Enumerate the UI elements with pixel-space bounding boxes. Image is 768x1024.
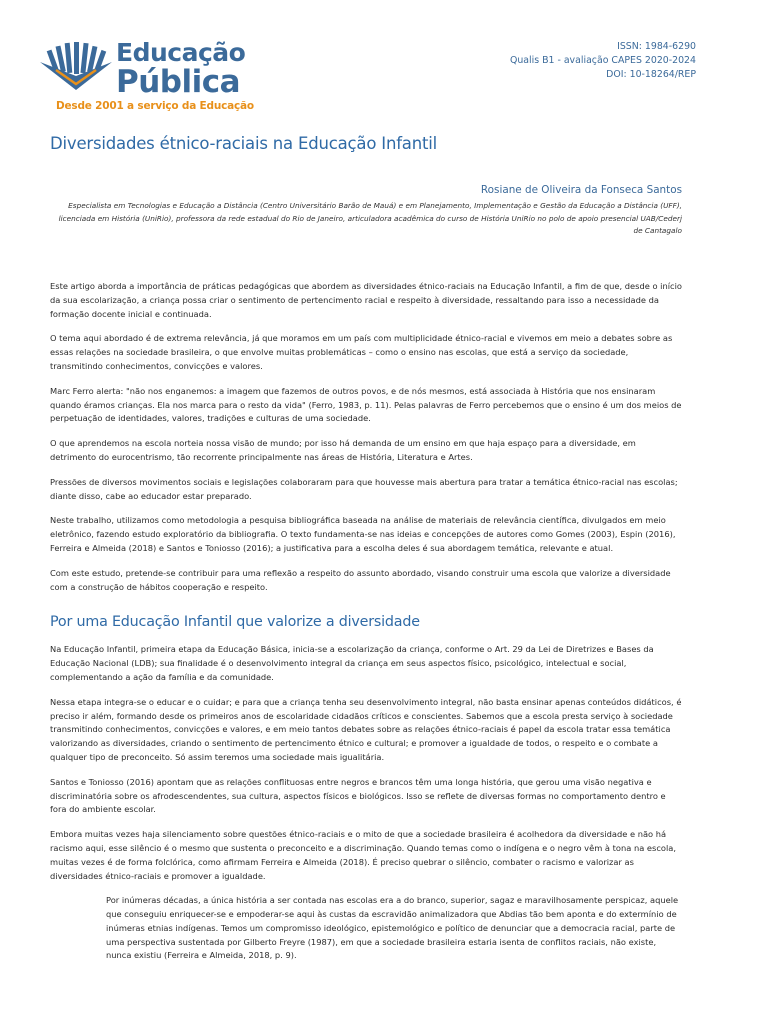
issn-text: ISSN: 1984-6290 xyxy=(617,41,696,52)
paragraph: Nessa etapa integra-se o educar e o cuidar; e para que a criança tenha seu desenvolvimento integral, não basta ensinar apenas conteúdos didáticos, é preciso ir além, formando desde os primeiros anos de escolaridade cidadãos críticos e conscientes. Sabemos que a escola presta serviço à sociedade transmitindo conhecimentos, convicções e valores, e em meio tantos debates sobre as relações étnico-raciais é papel da escola tratar essa temática valorizando as diversidades, criando o sentimento de pertencimento étnico e cultural; e promover a igualdade de todos, o respeito e o combate a qualquer tipo de preconceito. Só assim teremos uma sociedade mais igualitária. xyxy=(50,696,682,762)
paragraph: Na Educação Infantil, primeira etapa da Educação Básica, inicia-se a escolarização da criança, conforme o Art. 29 da Lei de Diretrizes e Bases da Educação Nacional (LDB); sua finalidade é o desenvolvimento integral da criança em seus aspectos físico, psicológico, intelectual e social, complementando a ação da família e da comunidade. xyxy=(50,644,654,682)
paragraph: Este artigo aborda a importância de práticas pedagógicas que abordem as diversidades étnico-raciais na Educação Infantil, a fim de que, desde o início da sua escolarização, a criança possa criar o sentimento de pertencimento racial e respeito à diversidade, ressaltando para isso a necessidade da formação docente inicial e continuada. xyxy=(50,281,682,319)
author-bio: Especialista em Tecnologias e Educação a Distância (Centro Universitário Barão de Mauá) e em Planejamento, Implementação e Gestão da Educação a Distância (UFF), licenciada em História (UniRio), professora da rede estadual do Rio de Janeiro, articuladora acadêmica do curso de História UniRio no polo de apoio presencial UAB/Cederj de Cantagalo xyxy=(58,201,682,236)
section-heading: Por uma Educação Infantil que valorize a diversidade xyxy=(50,614,420,631)
doi-text: DOI: 10-18264/REP xyxy=(606,69,696,80)
logo-tagline: Desde 2001 a serviço da Educação xyxy=(56,100,254,112)
paragraph: Pressões de diversos movimentos sociais e legislações colaboraram para que houvesse mais abertura para tratar a temática étnico-racial nas escolas; diante disso, cabe ao educador estar preparado. xyxy=(50,476,678,501)
paragraph: Neste trabalho, utilizamos como metodologia a pesquisa bibliográfica baseada na análise de materiais de relevância científica, divulgados em meio eletrônico, fazendo estudo exploratório da bibliografia. O texto fundamenta-se nas ideias e concepções de autores como Gomes (2003), Espin (2016), Ferreira e Almeida (2018) e Santos e Toniosso (2016); a justificativa para a escolha deles é sua abordagem temática, relevante e atual. xyxy=(50,515,676,553)
author-name: Rosiane de Oliveira da Fonseca Santos xyxy=(480,184,682,196)
paragraph: Embora muitas vezes haja silenciamento sobre questões étnico-raciais e o mito de que a sociedade brasileira é acolhedora da diversidade e não há racismo aqui, esse silêncio é o mesmo que sustenta o preconceito e a discriminação. Quando temas como o indígena e o negro vêm à tona na escola, muitas vezes é de forma folclórica, como afirmam Ferreira e Almeida (2018). É preciso quebrar o silêncio, combater o racismo e valorizar as diversidades étnico-raciais e promover a igualdade. xyxy=(50,829,677,881)
article-body xyxy=(50,280,682,963)
block-quote: Por inúmeras décadas, a única história a ser contada nas escolas era a do branco, superior, sagaz e maravilhosamente perspicaz, aquele que conseguiu enriquecer-se e empoderar-se aqui às custas da escravidão animalizadora que Abdias tão bem aponta e do extermínio de inúmeras etnias indígenas. Temos um compromisso ideológico, epistemológico e político de denunciar que a democracia racial, parte de uma perspectiva sustentada por Gilberto Freyre (1987), em que a sociedade brasileira estaria isenta de conflitos raciais, não existe, nunca existiu (Ferreira e Almeida, 2018, p. 9). xyxy=(106,895,679,961)
qualis-text: Qualis B1 - avaliação CAPES 2020-2024 xyxy=(509,55,696,66)
book-logo-icon xyxy=(36,40,116,96)
paragraph: Marc Ferro alerta: "não nos enganemos: a imagem que fazemos de outros povos, e de nós mesmos, está associada à História que nos ensinaram quando éramos crianças. Ela nos marca para o resto da vida" (Ferro, 1983, p. 11). Pelas palavras de Ferro percebemos que o ensino é um dos meios de perpetuação de identidades, valores, tradições e culturas de uma sociedade. xyxy=(50,385,682,424)
paragraph: O que aprendemos na escola norteia nossa visão de mundo; por isso há demanda de um ensino em que haja espaço para a diversidade, em detrimento do eurocentrismo, tão recorrente principalmente nas áreas de História, Literatura e Artes. xyxy=(50,438,636,462)
journal-info xyxy=(510,40,696,82)
site-logo[interactable] xyxy=(36,36,266,118)
logo-line-1: Educação xyxy=(116,38,246,67)
logo-line-2: Pública xyxy=(116,64,241,100)
paragraph: Com este estudo, pretende-se contribuir para uma reflexão a respeito do assunto abordado, visando construir uma escola que valorize a diversidade com a construção de hábitos cooperação e respeito. xyxy=(50,567,671,592)
paragraph: Santos e Toniosso (2016) apontam que as relações conflituosas entre negros e brancos têm uma longa história, que gerou uma visão negativa e discriminatória sobre os afrodescendentes, sua cultura, aspectos físicos e biológicos. Isso se reflete de diversas formas no comportamento dentro e fora do ambiente escolar. xyxy=(50,776,666,815)
article-title: Diversidades étnico-raciais na Educação Infantil xyxy=(50,134,438,153)
paragraph: O tema aqui abordado é de extrema relevância, já que moramos em um país com multiplicidade étnico-racial e vivemos em meio a debates sobre as essas relações na sociedade brasileira, o que envolve muitas problemáticas – como o ensino nas escolas, que está a serviço da sociedade, transmitindo conhecimentos, convicções e valores. xyxy=(50,333,673,371)
